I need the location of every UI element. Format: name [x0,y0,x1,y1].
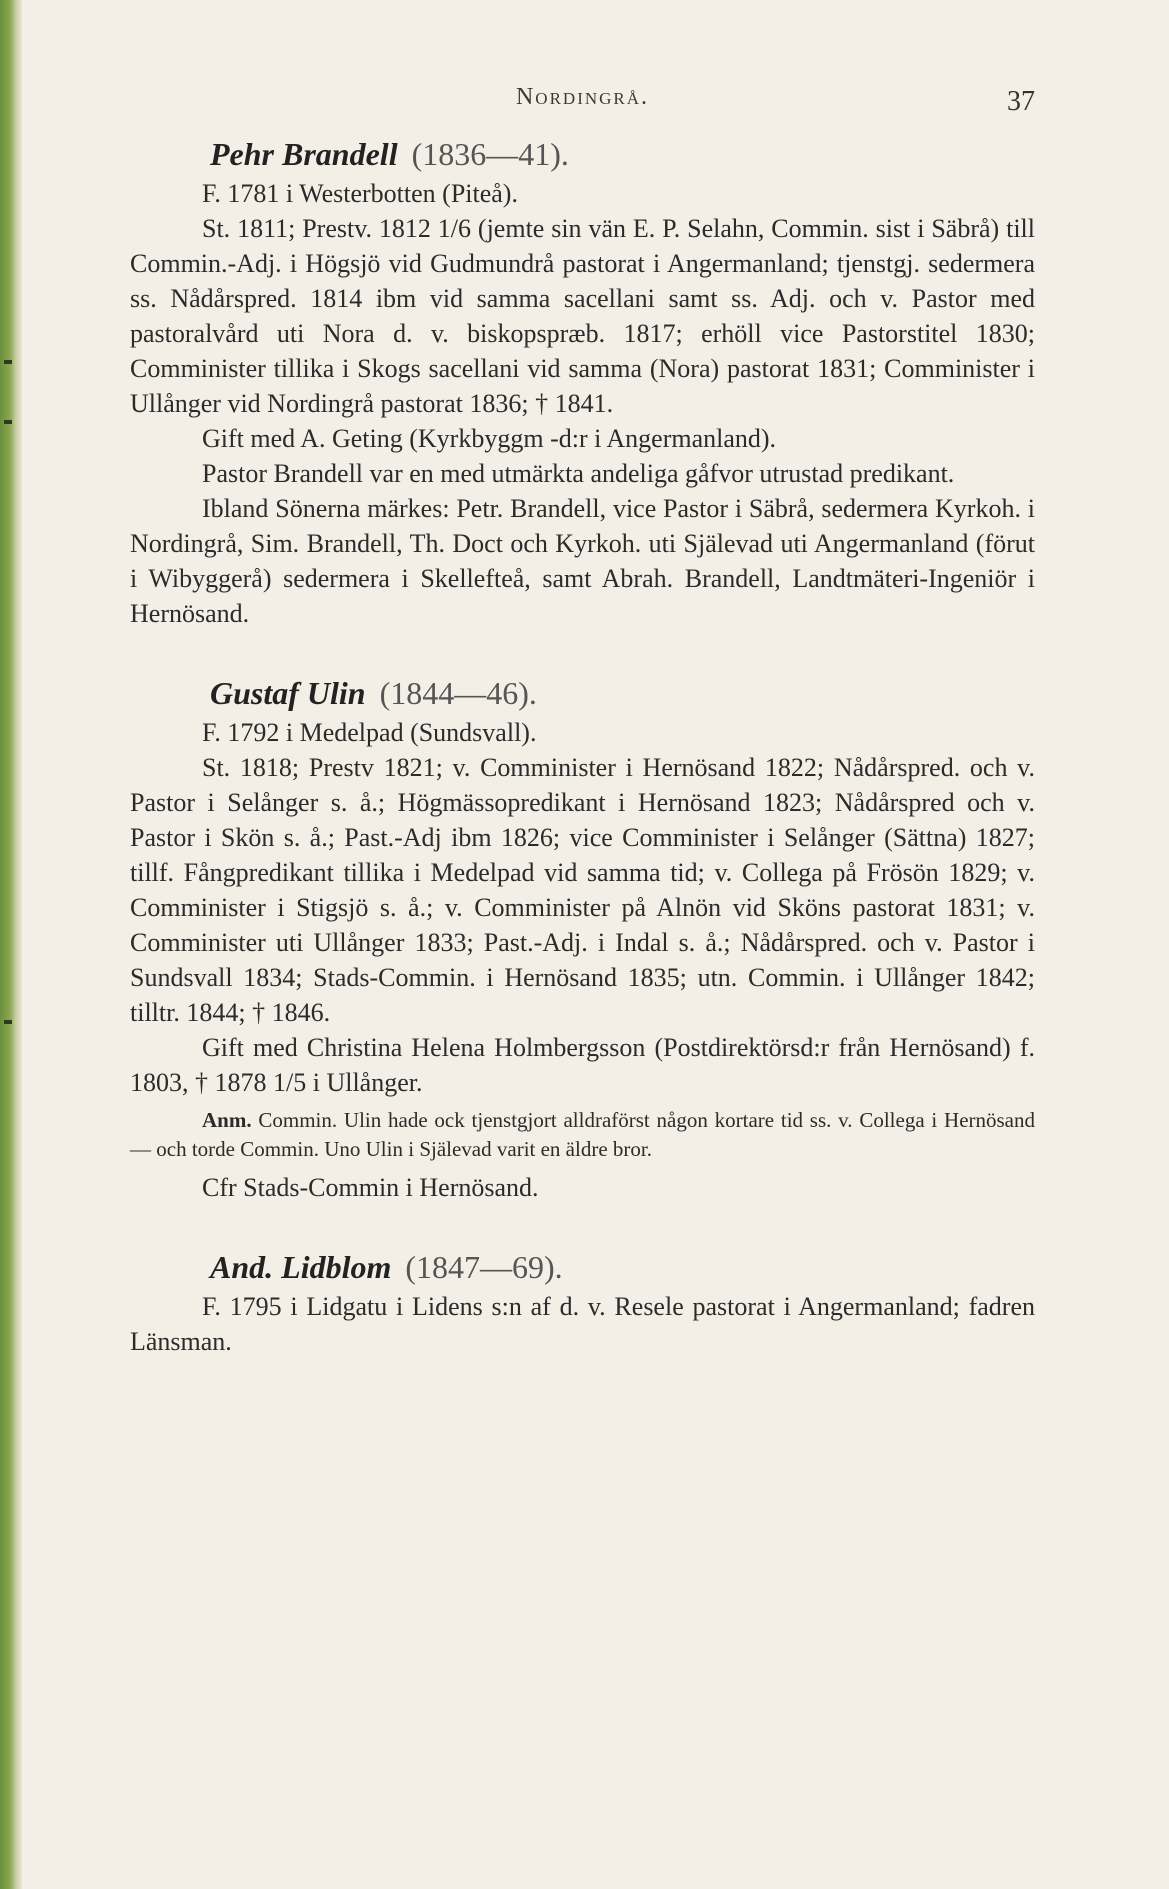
entry-heading [130,132,1035,176]
book-page [130,70,1035,1359]
biography-entry [130,671,1035,1205]
entry-years: (1844—46). [379,675,537,711]
biography-entry [130,1245,1035,1359]
note-text: Commin. Ulin hade ock tjenstgjort alldraförst någon kortare tid ss. v. Collega i Hernösand — och torde Commin. Uno Ulin i Själevad varit en äldre bror. [130,1108,1035,1161]
entry-name: Gustaf Ulin [210,675,366,711]
entry-paragraph: Ibland Sönerna märkes: Petr. Brandell, vice Pastor i Säbrå, sedermera Kyrkoh. i Nordingrå, Sim. Brandell, Th. Doct och Kyrkoh. uti Själevad uti Angermanland (förut i Wibyggerå) sedermera i Skellefteå, samt Abrah. Brandell, Landtmäteri-Ingeniör i Hernösand. [130,494,1035,628]
entry-paragraph: Gift med A. Geting (Kyrkbyggm -d:r i Angermanland). [202,424,777,453]
entry-paragraph: Pastor Brandell var en med utmärkta andeliga gåfvor utrustad predikant. [202,459,955,488]
entry-heading [130,671,1035,715]
entry-paragraph: St. 1818; Prestv 1821; v. Comminister i Hernösand 1822; Nådårspred. och v. Pastor i Selånger s. å.; Högmässopredikant i Hernösand 1823; Nådårspred och v. Pastor i Skön s. å.; Past.-Adj ibm 1826; vice Comminister i Selånger (Sättna) 1827; tillf. Fångpredikant tillika i Medelpad vid samma tid; v. Collega på Frösön 1829; v. Comminister i Stigsjö s. å.; v. Comminister på Alnön vid Sköns pastorat 1831; v. Comminister uti Ullånger 1833; Past.-Adj. i Indal s. å.; Nådårspred. och v. Pastor i Sundsvall 1834; Stads-Commin. i Hernösand 1835; utn. Commin. i Ullånger 1842; tilltr. 1844; † 1846. [130,753,1035,1027]
entry-years: (1847—69). [405,1249,563,1285]
page-number: 37 [1007,86,1035,117]
entry-name: And. Lidblom [210,1249,392,1285]
entry-note [130,1106,1035,1164]
entry-paragraph: St. 1811; Prestv. 1812 1/6 (jemte sin vän E. P. Selahn, Commin. sist i Säbrå) till Commin.-Adj. i Högsjö vid Gudmundrå pastorat i Angermanland; tjenstgj. sedermera ss. Nådårspred. 1814 ibm vid samma sacellani samt ss. Adj. och v. Pastor med pastoralvård uti Nora d. v. biskopspræb. 1817; erhöll vice Pastorstitel 1830; Comminister tillika i Skogs sacellani vid samma (Nora) pastorat 1831; Comminister i Ullånger vid Nordingrå pastorat 1836; † 1841. [130,214,1035,418]
book-binding-edge [0,0,22,1889]
binding-mark [4,420,12,424]
entry-paragraph: F. 1795 i Lidgatu i Lidens s:n af d. v. Resele pastorat i Angermanland; fadren Länsman. [130,1292,1035,1356]
entry-paragraph: F. 1792 i Medelpad (Sundsvall). [202,718,537,747]
binding-mark [4,1020,12,1024]
binding-mark [4,360,12,364]
entry-paragraph: F. 1781 i Westerbotten (Piteå). [202,179,518,208]
cross-reference: Cfr Stads-Commin i Hernösand. [202,1173,539,1202]
running-head-title: Nordingrå. [515,84,650,110]
biography-entry [130,132,1035,631]
entry-paragraph: Gift med Christina Helena Holmbergsson (Postdirektörsd:r från Hernösand) f. 1803, † 1878 1/5 i Ullånger. [130,1033,1035,1097]
entry-name: Pehr Brandell [210,136,398,172]
note-label: Anm. [202,1108,252,1132]
entry-heading [130,1245,1035,1289]
entry-years: (1836—41). [411,136,569,172]
running-head [130,70,1035,118]
